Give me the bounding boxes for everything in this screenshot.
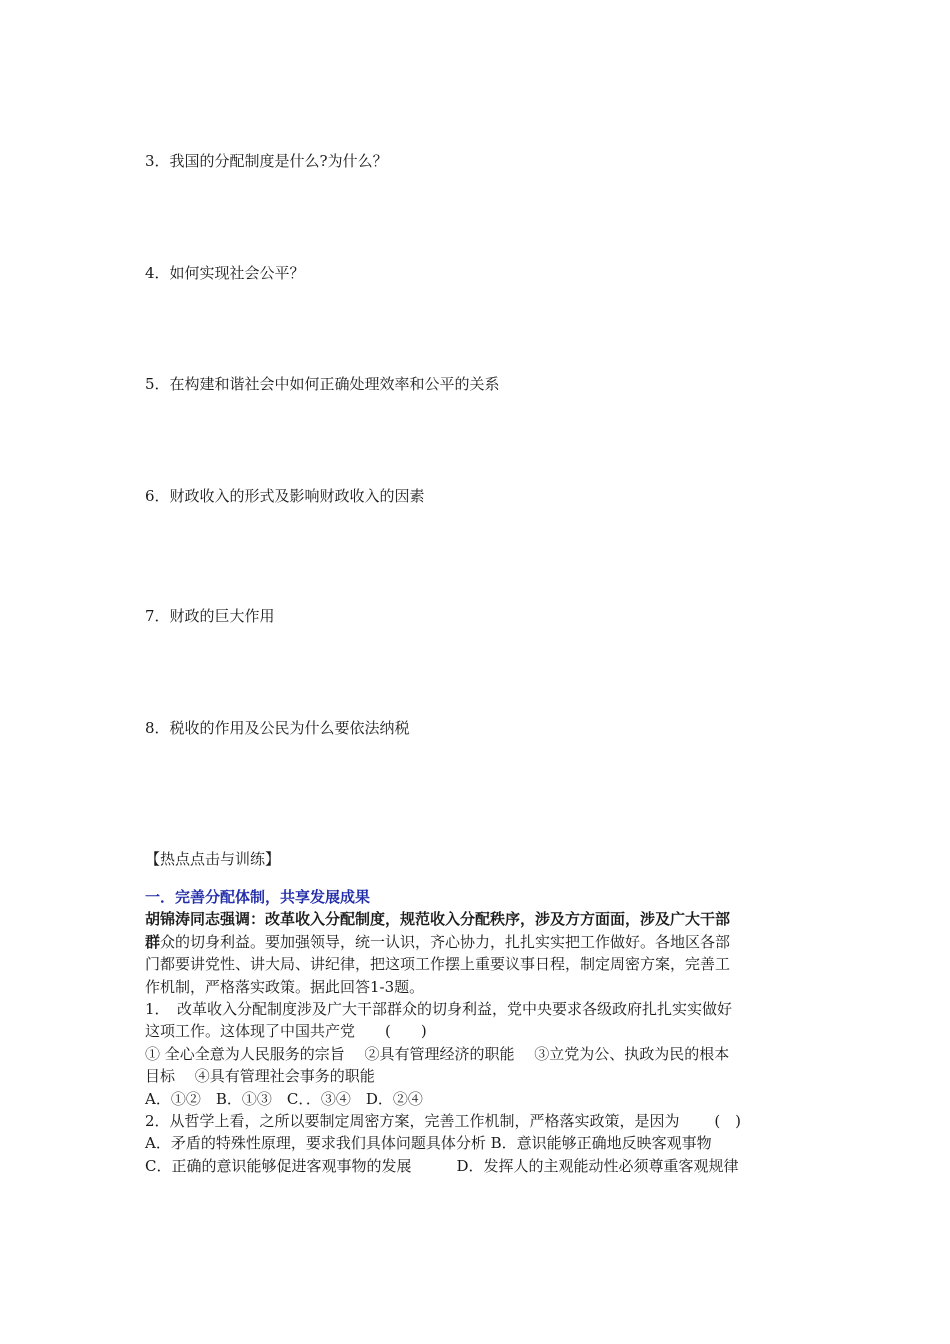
q2-stem: 2．从哲学上看，之所以要制定周密方案，完善工作机制，严格落实政策，是因为 ( ) [145, 1111, 742, 1130]
question-5: 5．在构建和谐社会中如何正确处理效率和公平的关系 [145, 375, 500, 393]
q1-stem-line-2: 这项工作。这体现了中国共产党 ( ) [145, 1022, 427, 1041]
section-heading: 一．完善分配体制，共享发展成果 [145, 888, 371, 906]
q1-options-line-2: 目标 ④具有管理社会事务的职能 [145, 1067, 375, 1086]
q1-stem-line-1: 1． 改革收入分配制度涉及广大干部群众的切身利益，党中央要求各级政府扎扎实实做好 [145, 999, 733, 1018]
question-4: 4．如何实现社会公平？ [145, 264, 305, 282]
intro-line-3: 门都要讲党性、讲大局、讲纪律，把这项工作摆上重要议事日程，制定周密方案，完善工 [145, 955, 731, 974]
question-3: 3．我国的分配制度是什么?为什么？ [145, 152, 388, 170]
intro-line-2-rest: 众的切身利益。要加强领导，统一认识，齐心协力，扎扎实实把工作做好。各地区各部 [160, 932, 731, 951]
section-title: 【热点点击与训练】 [145, 850, 281, 868]
q1-choices: A．①② B．①③ C．．③④ D．②④ [145, 1089, 423, 1108]
intro-line-1: 胡锦涛同志强调：改革收入分配制度，规范收入分配秩序，涉及方方面面，涉及广大干部 [145, 910, 731, 929]
intro-line-2 [145, 931, 810, 953]
intro-line-4: 作机制，严格落实政策。据此回答1-3题。 [145, 977, 425, 996]
q2-choices-ab: A．矛盾的特殊性原理，要求我们具体问题具体分析 B．意识能够正确地反映客观事物 [145, 1134, 712, 1153]
question-7: 7．财政的巨大作用 [145, 607, 275, 625]
intro-line-2-bold: 群 [145, 932, 161, 951]
q1-options-line-1: ① 全心全意为人民服务的宗旨 ②具有管理经济的职能 ③立党为公、执政为民的根本 [145, 1044, 730, 1063]
question-6: 6．财政收入的形式及影响财政收入的因素 [145, 487, 425, 505]
exercise-block [145, 886, 810, 1177]
q2-choices-cd: C．正确的意识能够促进客观事物的发展 D．发挥人的主观能动性必须尊重客观规律 [145, 1156, 739, 1175]
question-8: 8．税收的作用及公民为什么要依法纳税 [145, 719, 410, 737]
